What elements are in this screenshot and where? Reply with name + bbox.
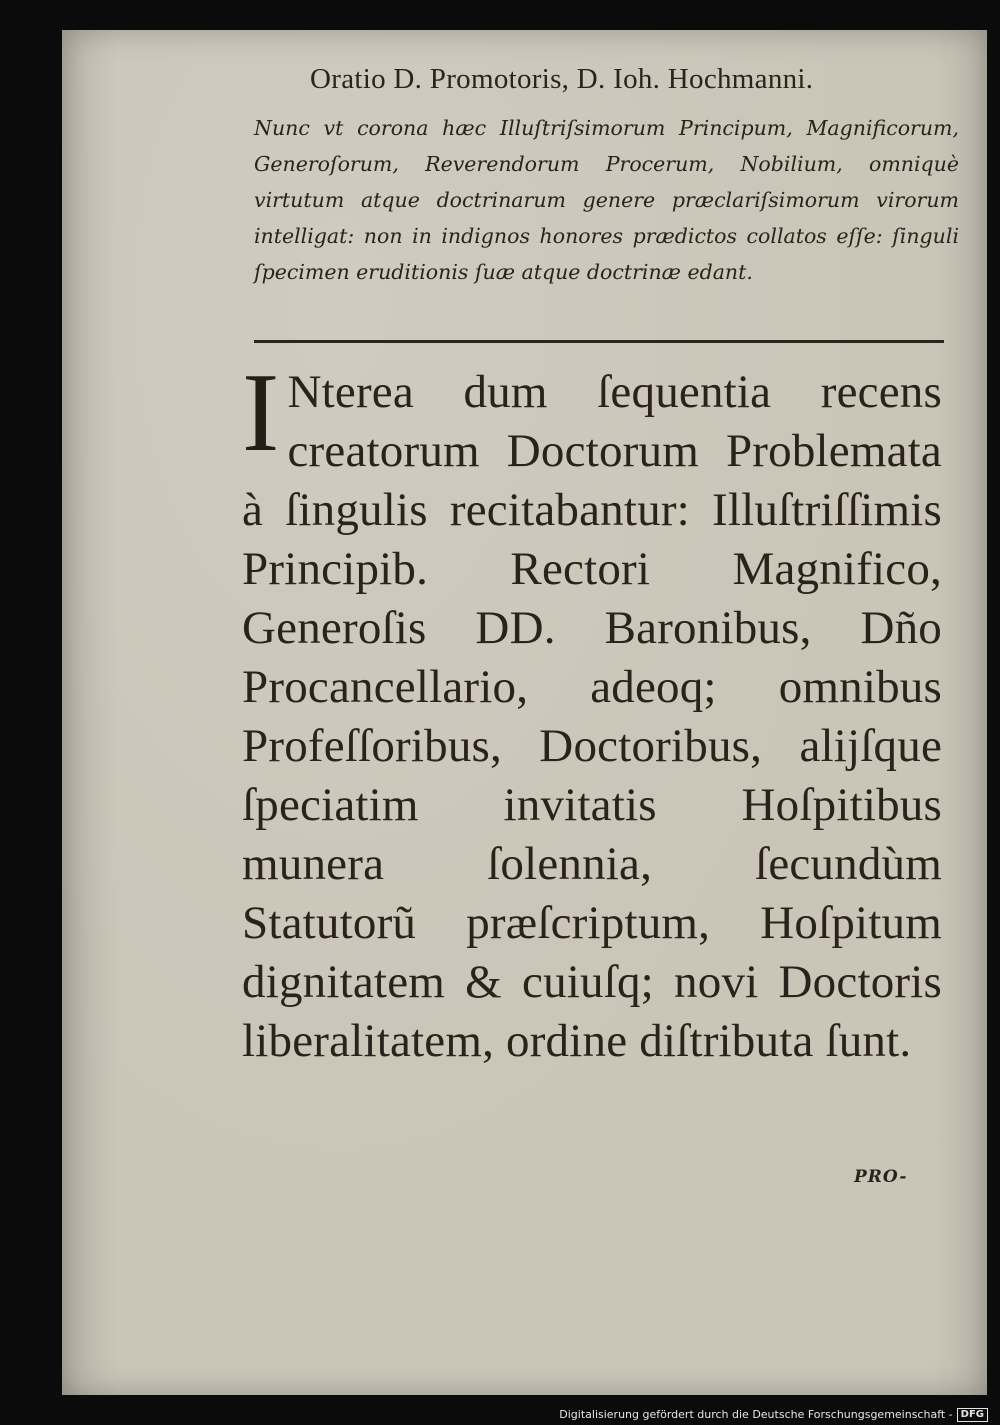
book-page	[62, 30, 987, 1395]
footer-credit	[559, 1408, 988, 1422]
footer-credit-text: Digitalisierung gefördert durch die Deutsche Forschungsgemeinschaft -	[559, 1408, 953, 1421]
horizontal-rule	[254, 340, 944, 343]
dfg-logo-icon: DFG	[957, 1408, 988, 1422]
body-text: Nterea dum ſequentia recens creatorum Doctorum Problemata à ſingulis recitabantur: Illuſtriſſimis Principib. Rectori Magnifico, Generoſis DD. Baronibus, Dño Procancellario, adeoq; omnibus Profeſſoribus, Doctoribus, alijſque ſpeciatim invitatis Hoſpitibus munera ſolennia, ſecundùm Statutorũ præſcriptum, Hoſpitum dignitatem & cuiuſq; novi Doctoris liberalitatem, ordine diſtributa ſunt.	[242, 366, 942, 1067]
drop-cap: I	[242, 351, 280, 475]
catchword: PRO-	[854, 1167, 908, 1187]
running-head: Oratio D. Promotoris, D. Ioh. Hochmanni.	[310, 63, 814, 95]
main-paragraph	[242, 351, 942, 1071]
epigraph: Nunc vt corona hæc Illuſtriſsimorum Principum, Magnificorum, Generoſorum, Reverendorum Procerum, Nobilium, omniquè virtutum atque doctrinarum genere præclariſsimorum virorum intelligat: non in indignos honores prædictos collatos eſſe: ſinguli ſpecimen eruditionis ſuæ atque doctrinæ edant.	[254, 116, 959, 284]
